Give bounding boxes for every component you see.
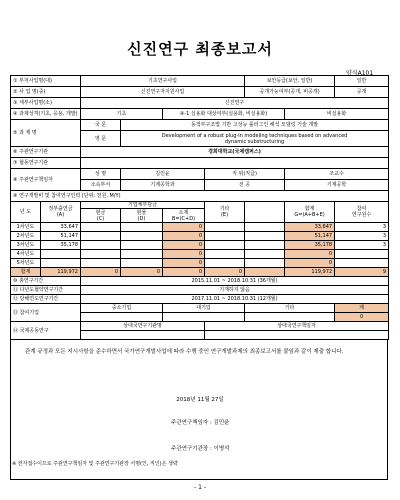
label-total-period: ⑩ 총연구기간 xyxy=(11,277,81,286)
budget-inkind-5 xyxy=(121,259,163,268)
label-ministry-program: ① 부처사업명(대) xyxy=(11,76,81,87)
budget-inkind-3 xyxy=(121,241,163,250)
signature-institution-head: 주관연구기관장 : 이병석 xyxy=(171,446,230,452)
budget-spacer-4 xyxy=(245,250,285,259)
budget-header: ⑨ 연구개발비 및 참여연구인력 (단위: 천원, M/Y) xyxy=(11,191,389,202)
budget-sum-other: 0 xyxy=(205,268,245,277)
value-current-period: 2017.11.01 ~ 2018.10.31 (12개월) xyxy=(81,295,389,304)
col-inkind: 현물 (D) xyxy=(121,209,163,223)
budget-gov-2: 51,147 xyxy=(41,232,81,241)
value-program: 신진연구자지원사업 xyxy=(81,87,245,98)
label-sub-program: ③ 세부사업명(소) xyxy=(11,98,81,109)
signature-lead-researcher: 주관연구책임자 : 김민윤 xyxy=(171,420,230,426)
label-title-english: 영 문 xyxy=(81,131,121,147)
value-project-type: 기초 xyxy=(81,109,163,120)
budget-cash-5 xyxy=(81,259,121,268)
value-name: 김민윤 xyxy=(121,169,205,180)
budget-sub-2: 0 xyxy=(163,232,205,241)
value-partner-lead xyxy=(205,331,389,340)
budget-sum-spacer xyxy=(245,268,285,277)
col-gov-fund: 정부출연금 (A) xyxy=(41,202,81,223)
value-partner-institution xyxy=(81,331,205,340)
submission-date: 2018년 11월 27일 xyxy=(176,397,224,403)
budget-inkind-4 xyxy=(121,250,163,259)
label-program: ② 사 업 명(중) xyxy=(11,87,81,98)
budget-other-4 xyxy=(205,250,245,259)
value-total-period: 2015.11.01 ~ 2018.10.31 (36개월) xyxy=(81,277,389,286)
value-position: 조교수 xyxy=(285,169,389,180)
value-large-company xyxy=(163,313,245,322)
budget-gov-5 xyxy=(41,259,81,268)
page-number: - 1 - xyxy=(194,484,206,491)
label-multiyear-period: ⑪ 다년도협약연구기간 xyxy=(11,286,81,295)
budget-sub-1: 0 xyxy=(163,223,205,232)
value-practical-use: 비실용화 xyxy=(285,109,389,120)
label-position: 직 위(직급) xyxy=(205,169,285,180)
budget-cash-2 xyxy=(81,232,121,241)
submission-box xyxy=(10,340,388,480)
value-department: 기계공학과 xyxy=(121,180,205,191)
header-other-company: 기타 xyxy=(245,304,335,313)
value-company-total: 0 xyxy=(335,313,389,322)
budget-total-2: 51,147 xyxy=(285,232,335,241)
budget-total-5: 0 xyxy=(285,259,335,268)
budget-spacer-1 xyxy=(245,223,285,232)
title-english-line-2: dynamic substructuring xyxy=(224,138,285,145)
label-project-type: ④ 과제성격(기초, 응용, 개발) xyxy=(11,109,81,120)
budget-other-1 xyxy=(205,223,245,232)
value-major: 기계공학 xyxy=(285,180,389,191)
report-form xyxy=(10,75,389,340)
budget-inkind-2 xyxy=(121,232,163,241)
budget-gov-3: 35,178 xyxy=(41,241,81,250)
label-lead-researcher: ⑧ 주관연구책임자 xyxy=(11,169,81,191)
value-small-company xyxy=(81,313,163,322)
label-coop-institution: ⑦ 협동연구기관 xyxy=(11,158,81,169)
label-major: 전 공 xyxy=(205,180,285,191)
budget-year-4: 4차년도 xyxy=(11,250,41,259)
label-open: 공개가능여부(공개, 비공개) xyxy=(245,87,335,98)
header-company-total: 계 xyxy=(335,304,389,313)
value-title-english xyxy=(121,131,389,147)
label-title-korean: 국 문 xyxy=(81,120,121,131)
budget-people-1: 3 xyxy=(335,223,389,232)
value-security-level: 일반 xyxy=(335,76,389,87)
budget-other-2 xyxy=(205,232,245,241)
budget-other-5 xyxy=(205,259,245,268)
budget-inkind-1 xyxy=(121,223,163,232)
budget-spacer-2 xyxy=(245,232,285,241)
label-project-title: ⑤ 과 제 명 xyxy=(11,120,81,147)
budget-people-4 xyxy=(335,250,389,259)
value-title-korean: 동적부구조법 기반 고성능 플러그인 해석 모델링 기술 개발 xyxy=(121,120,389,131)
col-subtotal: 소계 B=(C+D) xyxy=(163,209,205,223)
budget-spacer-3 xyxy=(245,241,285,250)
budget-sum-sub: 0 xyxy=(163,268,205,277)
label-name: 성 명 xyxy=(81,169,121,180)
budget-year-3: 3차년도 xyxy=(11,241,41,250)
budget-sum-inkind: 0 xyxy=(121,268,163,277)
form-id: 양식A101 xyxy=(346,70,374,77)
submission-statement: 관계 규정과 모든 지시사항을 준수하면서 국가연구개발사업에 따라 수행 중인 연구개발과제의 최종보고서를 붙임과 같이 제출 합니다. xyxy=(25,349,344,355)
budget-people-5 xyxy=(335,259,389,268)
value-ministry-program: 기초연구사업 xyxy=(81,76,245,87)
value-lead-institution: 경희대학교(국제캠퍼스) xyxy=(81,147,389,158)
header-partner-institution: 상대국연구기관명 xyxy=(81,322,205,331)
value-other-company xyxy=(245,313,335,322)
budget-sub-5: 0 xyxy=(163,259,205,268)
col-cash: 현금 (C) xyxy=(81,209,121,223)
value-multiyear-period: 기재하지 않음 xyxy=(81,286,389,295)
budget-people-2: 3 xyxy=(335,232,389,241)
budget-people-3: 3 xyxy=(335,241,389,250)
header-large-company: 대기업 xyxy=(163,304,245,313)
budget-sum-cash: 0 xyxy=(81,268,121,277)
col-total: 합계 G=(A+B+E) xyxy=(285,202,335,223)
budget-total-1: 33,647 xyxy=(285,223,335,232)
budget-cash-3 xyxy=(81,241,121,250)
page-title: 신진연구 최종보고서 xyxy=(127,40,273,58)
budget-sum-label: 합계 xyxy=(11,268,41,277)
budget-cash-4 xyxy=(81,250,121,259)
budget-gov-1: 33,647 xyxy=(41,223,81,232)
col-other: 기타 (E) xyxy=(205,202,245,223)
budget-gov-4 xyxy=(41,250,81,259)
budget-sum-people: 9 xyxy=(335,268,389,277)
budget-total-3: 35,178 xyxy=(285,241,335,250)
label-lead-institution: ⑥ 주관연구기관 xyxy=(11,147,81,158)
header-small-company: 중소기업 xyxy=(81,304,163,313)
col-people: 참여 연구원수 xyxy=(335,202,389,223)
title-english-line-1: Development of a robust plug-in modeling techniques based on advanced xyxy=(161,132,348,139)
value-open: 공개 xyxy=(335,87,389,98)
budget-other-3 xyxy=(205,241,245,250)
budget-year-1: 1차년도 xyxy=(11,223,41,232)
col-private-group: 기업체부담금 xyxy=(81,202,205,209)
col-year: 년 도 xyxy=(11,202,41,223)
budget-total-4: 0 xyxy=(285,250,335,259)
budget-year-5: 5차년도 xyxy=(11,259,41,268)
budget-spacer-5 xyxy=(245,259,285,268)
budget-sum-total: 119,972 xyxy=(285,268,335,277)
label-participating-companies: ⑬ 참여기업 xyxy=(11,304,81,322)
budget-year-2: 2차년도 xyxy=(11,232,41,241)
label-department: 소속부서 xyxy=(81,180,121,191)
budget-cash-1 xyxy=(81,223,121,232)
header-partner-lead: 상대국연구책임자 xyxy=(205,322,389,331)
budget-sum-gov: 119,972 xyxy=(41,268,81,277)
budget-sub-4: 0 xyxy=(163,250,205,259)
label-security-level: 보안등급(보안, 일반) xyxy=(245,76,335,87)
label-practical-use: ④-1 실용화 대상여부(실용화, 비실용화) xyxy=(163,109,285,120)
value-coop-institution xyxy=(81,158,389,169)
label-current-period: ⑫ 당해연도연구기간 xyxy=(11,295,81,304)
value-sub-program: 신진연구 xyxy=(81,98,389,109)
budget-sub-3: 0 xyxy=(163,241,205,250)
col-spacer xyxy=(245,202,285,223)
label-intl-research: ⑭ 국제공동연구 xyxy=(11,322,81,340)
footnote: ※ 전자접수이므로 주관연구책임자 및 주관연구기관장 서명(인, 직인)은 생략 xyxy=(12,461,178,467)
